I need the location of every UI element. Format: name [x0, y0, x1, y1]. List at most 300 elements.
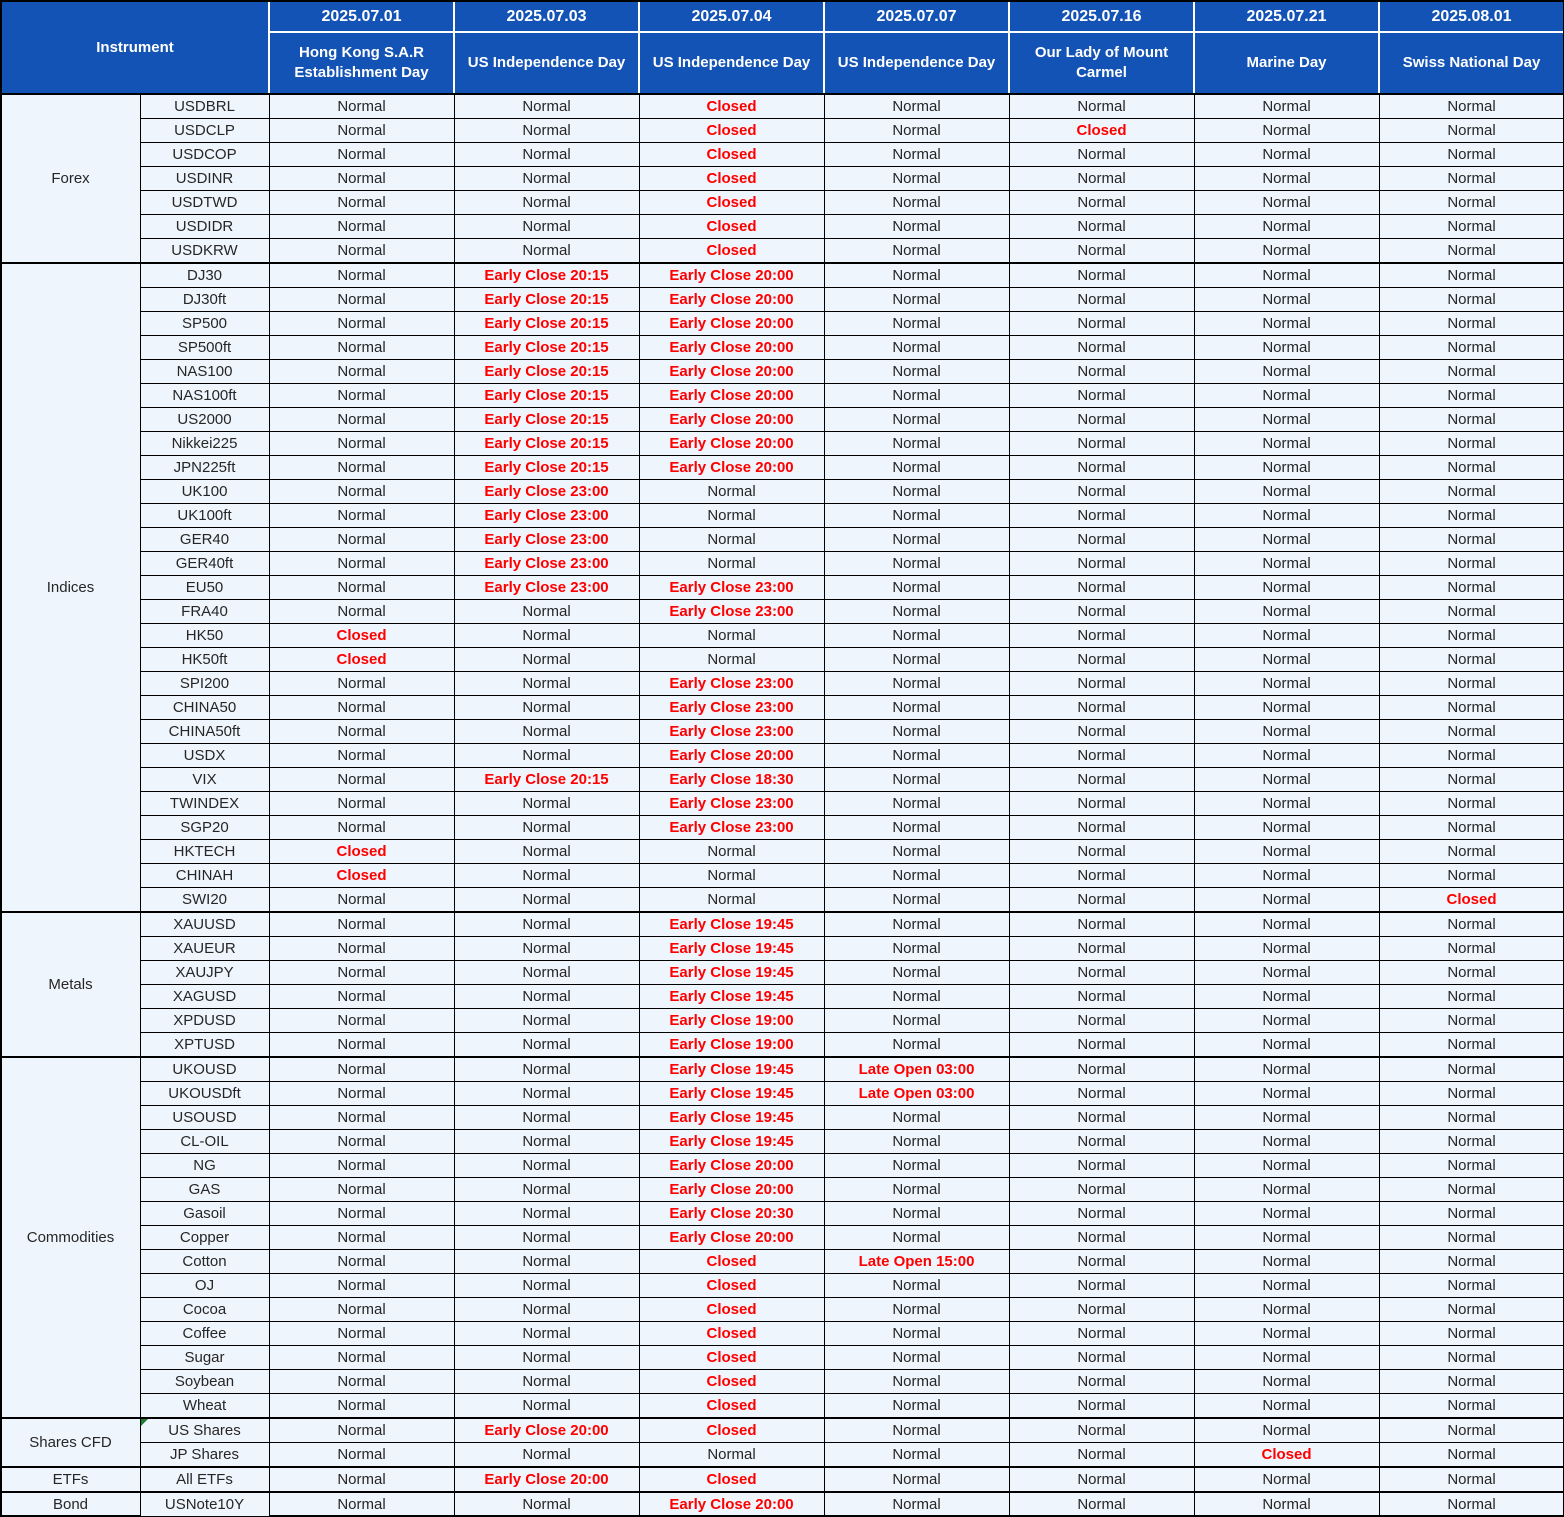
- status-cell: Normal: [1009, 1492, 1194, 1517]
- status-cell: Closed: [639, 1418, 824, 1443]
- instrument-cell: GAS: [140, 1178, 269, 1202]
- status-cell: Normal: [1009, 94, 1194, 119]
- status-cell: Normal: [1379, 961, 1564, 985]
- status-cell: Normal: [1009, 1370, 1194, 1394]
- table-row: [1, 792, 1564, 816]
- status-cell: Normal: [1194, 263, 1379, 288]
- status-cell: Normal: [269, 288, 454, 312]
- category-cell: Commodities: [1, 1057, 140, 1418]
- status-cell: Normal: [269, 504, 454, 528]
- status-cell: Early Close 19:45: [639, 912, 824, 937]
- instrument-cell: TWINDEX: [140, 792, 269, 816]
- status-cell: Closed: [639, 1346, 824, 1370]
- table-row: [1, 552, 1564, 576]
- status-cell: Normal: [269, 239, 454, 264]
- table-row: [1, 1202, 1564, 1226]
- status-cell: Normal: [1009, 552, 1194, 576]
- status-cell: Normal: [454, 1370, 639, 1394]
- status-cell: Normal: [1194, 768, 1379, 792]
- status-cell: Normal: [454, 191, 639, 215]
- status-cell: Normal: [1194, 432, 1379, 456]
- status-cell: Normal: [1009, 1178, 1194, 1202]
- table-row: [1, 648, 1564, 672]
- status-cell: Normal: [1379, 528, 1564, 552]
- status-cell: Normal: [1194, 792, 1379, 816]
- table-row: [1, 744, 1564, 768]
- status-cell: Normal: [454, 1250, 639, 1274]
- status-cell: Normal: [1194, 456, 1379, 480]
- status-cell: Normal: [454, 1154, 639, 1178]
- category-cell: Shares CFD: [1, 1418, 140, 1467]
- status-cell: Normal: [1009, 888, 1194, 913]
- status-cell: Closed: [639, 167, 824, 191]
- date-header-cell: 2025.07.03: [454, 1, 639, 32]
- status-cell: Normal: [1194, 888, 1379, 913]
- instrument-cell: Cotton: [140, 1250, 269, 1274]
- status-cell: Normal: [1009, 1082, 1194, 1106]
- table-row: [1, 600, 1564, 624]
- status-cell: Normal: [1379, 1250, 1564, 1274]
- status-cell: Normal: [824, 912, 1009, 937]
- table-row: [1, 239, 1564, 264]
- table-row: [1, 360, 1564, 384]
- status-cell: Normal: [1009, 1009, 1194, 1033]
- status-cell: Normal: [269, 1130, 454, 1154]
- status-cell: Normal: [639, 840, 824, 864]
- instrument-cell: GER40: [140, 528, 269, 552]
- status-cell: Normal: [1194, 191, 1379, 215]
- status-cell: Closed: [1379, 888, 1564, 913]
- status-cell: Normal: [269, 191, 454, 215]
- status-cell: Normal: [1009, 384, 1194, 408]
- status-cell: Normal: [269, 94, 454, 119]
- status-cell: Normal: [824, 672, 1009, 696]
- holiday-header-cell: Swiss National Day: [1379, 32, 1564, 94]
- table-row: [1, 432, 1564, 456]
- status-cell: Normal: [269, 1202, 454, 1226]
- status-cell: Normal: [269, 528, 454, 552]
- status-cell: Normal: [824, 1033, 1009, 1058]
- status-cell: Closed: [639, 1274, 824, 1298]
- status-cell: Normal: [824, 1154, 1009, 1178]
- status-cell: Normal: [1194, 167, 1379, 191]
- status-cell: Early Close 20:00: [454, 1418, 639, 1443]
- status-cell: Normal: [1194, 1154, 1379, 1178]
- status-cell: Normal: [1379, 624, 1564, 648]
- status-cell: Normal: [454, 840, 639, 864]
- status-cell: Normal: [269, 792, 454, 816]
- status-cell: Normal: [639, 552, 824, 576]
- status-cell: Normal: [824, 167, 1009, 191]
- status-cell: Normal: [1194, 720, 1379, 744]
- status-cell: Normal: [1379, 1467, 1564, 1492]
- status-cell: Normal: [1194, 1492, 1379, 1517]
- status-cell: Closed: [639, 215, 824, 239]
- status-cell: Normal: [269, 1298, 454, 1322]
- status-cell: Early Close 20:15: [454, 768, 639, 792]
- status-cell: Normal: [1194, 1106, 1379, 1130]
- status-cell: Normal: [1009, 1250, 1194, 1274]
- instrument-cell: NAS100ft: [140, 384, 269, 408]
- status-cell: Normal: [1379, 600, 1564, 624]
- holiday-header-cell: Our Lady of Mount Carmel: [1009, 32, 1194, 94]
- status-cell: Early Close 19:45: [639, 985, 824, 1009]
- status-cell: Normal: [1009, 937, 1194, 961]
- status-cell: Early Close 19:45: [639, 1106, 824, 1130]
- status-cell: Normal: [824, 1467, 1009, 1492]
- table-row: [1, 1370, 1564, 1394]
- status-cell: Normal: [1194, 1033, 1379, 1058]
- status-cell: Normal: [1379, 504, 1564, 528]
- status-cell: Early Close 19:45: [639, 1130, 824, 1154]
- status-cell: Early Close 20:00: [639, 336, 824, 360]
- category-cell: Forex: [1, 94, 140, 263]
- table-row: [1, 985, 1564, 1009]
- status-cell: Normal: [1379, 167, 1564, 191]
- instrument-cell: USDINR: [140, 167, 269, 191]
- status-cell: Normal: [454, 1033, 639, 1058]
- status-cell: Normal: [269, 408, 454, 432]
- status-cell: Normal: [1009, 648, 1194, 672]
- status-cell: Normal: [824, 504, 1009, 528]
- status-cell: Closed: [269, 864, 454, 888]
- status-cell: Normal: [639, 624, 824, 648]
- instrument-cell: Sugar: [140, 1346, 269, 1370]
- status-cell: Closed: [269, 624, 454, 648]
- table-row: [1, 408, 1564, 432]
- status-cell: Normal: [1009, 1130, 1194, 1154]
- status-cell: Normal: [1194, 816, 1379, 840]
- status-cell: Normal: [1009, 768, 1194, 792]
- status-cell: Normal: [1009, 1106, 1194, 1130]
- status-cell: Normal: [454, 864, 639, 888]
- status-cell: Normal: [824, 1202, 1009, 1226]
- table-row: [1, 1346, 1564, 1370]
- status-cell: Normal: [1379, 288, 1564, 312]
- table-row: [1, 720, 1564, 744]
- status-cell: Normal: [824, 1394, 1009, 1419]
- status-cell: Early Close 20:15: [454, 408, 639, 432]
- status-cell: Normal: [1009, 1226, 1194, 1250]
- status-cell: Normal: [639, 864, 824, 888]
- status-cell: Early Close 23:00: [454, 552, 639, 576]
- status-cell: Early Close 19:45: [639, 937, 824, 961]
- instrument-cell: SP500: [140, 312, 269, 336]
- status-cell: Closed: [639, 119, 824, 143]
- status-cell: Normal: [1009, 1057, 1194, 1082]
- status-cell: Normal: [1009, 961, 1194, 985]
- status-cell: Normal: [1009, 1346, 1194, 1370]
- table-row: [1, 1033, 1564, 1058]
- table-row: [1, 1274, 1564, 1298]
- status-cell: Early Close 20:15: [454, 456, 639, 480]
- status-cell: Normal: [1009, 672, 1194, 696]
- status-cell: Normal: [454, 94, 639, 119]
- status-cell: Normal: [824, 1370, 1009, 1394]
- status-cell: Normal: [824, 720, 1009, 744]
- status-cell: Normal: [824, 1298, 1009, 1322]
- instrument-cell: USDKRW: [140, 239, 269, 264]
- status-cell: Normal: [269, 1394, 454, 1419]
- status-cell: Normal: [1194, 143, 1379, 167]
- status-cell: Normal: [1379, 792, 1564, 816]
- table-row: [1, 119, 1564, 143]
- status-cell: Normal: [1379, 744, 1564, 768]
- status-cell: Normal: [1194, 1274, 1379, 1298]
- status-cell: Normal: [454, 1226, 639, 1250]
- status-cell: Early Close 20:00: [639, 744, 824, 768]
- status-cell: Normal: [824, 1106, 1009, 1130]
- status-cell: Normal: [269, 384, 454, 408]
- status-cell: Early Close 23:00: [639, 696, 824, 720]
- status-cell: Normal: [639, 480, 824, 504]
- status-cell: Early Close 20:00: [639, 1492, 824, 1517]
- status-cell: Normal: [454, 143, 639, 167]
- table-row: [1, 312, 1564, 336]
- status-cell: Normal: [824, 792, 1009, 816]
- category-cell: Metals: [1, 912, 140, 1057]
- status-cell: Closed: [1009, 119, 1194, 143]
- status-cell: Normal: [454, 648, 639, 672]
- status-cell: Normal: [454, 1492, 639, 1517]
- instrument-cell: USOUSD: [140, 1106, 269, 1130]
- table-row: [1, 456, 1564, 480]
- instrument-cell: JPN225ft: [140, 456, 269, 480]
- status-cell: Normal: [824, 1322, 1009, 1346]
- status-cell: Normal: [269, 912, 454, 937]
- status-cell: Normal: [1379, 456, 1564, 480]
- status-cell: Normal: [1009, 1274, 1194, 1298]
- instrument-cell: FRA40: [140, 600, 269, 624]
- status-cell: Early Close 20:00: [639, 1154, 824, 1178]
- status-cell: Normal: [639, 648, 824, 672]
- status-cell: Normal: [1009, 288, 1194, 312]
- category-cell: Bond: [1, 1492, 140, 1517]
- table-row: [1, 528, 1564, 552]
- table-row: [1, 504, 1564, 528]
- instrument-cell: US2000: [140, 408, 269, 432]
- status-cell: Normal: [269, 1274, 454, 1298]
- status-cell: Normal: [1009, 143, 1194, 167]
- status-cell: Normal: [824, 384, 1009, 408]
- status-cell: Normal: [454, 1322, 639, 1346]
- status-cell: Normal: [454, 1443, 639, 1468]
- instrument-cell: NAS100: [140, 360, 269, 384]
- status-cell: Normal: [1194, 288, 1379, 312]
- status-cell: Early Close 23:00: [639, 792, 824, 816]
- instrument-cell: USDBRL: [140, 94, 269, 119]
- status-cell: Normal: [269, 937, 454, 961]
- status-cell: Closed: [269, 840, 454, 864]
- status-cell: Normal: [824, 937, 1009, 961]
- status-cell: Normal: [1009, 408, 1194, 432]
- holiday-header-cell: US Independence Day: [454, 32, 639, 94]
- status-cell: Normal: [1194, 1250, 1379, 1274]
- status-cell: Normal: [824, 528, 1009, 552]
- status-cell: Normal: [1194, 1322, 1379, 1346]
- status-cell: Normal: [269, 456, 454, 480]
- status-cell: Normal: [639, 504, 824, 528]
- table-row: [1, 191, 1564, 215]
- status-cell: Normal: [1009, 985, 1194, 1009]
- status-cell: Early Close 20:15: [454, 288, 639, 312]
- status-cell: Early Close 20:00: [639, 432, 824, 456]
- status-cell: Normal: [454, 600, 639, 624]
- status-cell: Normal: [454, 937, 639, 961]
- status-cell: Normal: [1379, 408, 1564, 432]
- instrument-cell: Soybean: [140, 1370, 269, 1394]
- status-cell: Normal: [1009, 360, 1194, 384]
- status-cell: Normal: [1379, 480, 1564, 504]
- status-cell: Normal: [454, 1298, 639, 1322]
- table-body: [1, 94, 1564, 1517]
- table-row: [1, 480, 1564, 504]
- status-cell: Early Close 20:00: [639, 288, 824, 312]
- status-cell: Normal: [454, 792, 639, 816]
- instrument-cell: EU50: [140, 576, 269, 600]
- instrument-cell: UK100ft: [140, 504, 269, 528]
- table-row: [1, 288, 1564, 312]
- status-cell: Normal: [824, 312, 1009, 336]
- table-row: [1, 1178, 1564, 1202]
- status-cell: Normal: [269, 432, 454, 456]
- status-cell: Normal: [1379, 384, 1564, 408]
- table-row: [1, 624, 1564, 648]
- table-header: [1, 1, 1564, 94]
- holiday-header-cell: US Independence Day: [824, 32, 1009, 94]
- table-row: [1, 1443, 1564, 1468]
- status-cell: Normal: [824, 263, 1009, 288]
- status-cell: Early Close 19:00: [639, 1009, 824, 1033]
- status-cell: Normal: [1009, 480, 1194, 504]
- status-cell: Early Close 23:00: [639, 672, 824, 696]
- status-cell: Normal: [1194, 119, 1379, 143]
- table-row: [1, 167, 1564, 191]
- status-cell: Normal: [269, 744, 454, 768]
- instrument-cell: VIX: [140, 768, 269, 792]
- status-cell: Early Close 23:00: [639, 816, 824, 840]
- status-cell: Normal: [269, 1009, 454, 1033]
- table-row: [1, 1467, 1564, 1492]
- status-cell: Normal: [454, 1082, 639, 1106]
- status-cell: Normal: [1379, 143, 1564, 167]
- instrument-cell: CHINA50: [140, 696, 269, 720]
- status-cell: Closed: [639, 1467, 824, 1492]
- status-cell: Normal: [1194, 912, 1379, 937]
- status-cell: Normal: [1194, 1202, 1379, 1226]
- status-cell: Normal: [454, 816, 639, 840]
- status-cell: Normal: [1379, 648, 1564, 672]
- status-cell: Normal: [269, 1443, 454, 1468]
- status-cell: Normal: [1009, 1033, 1194, 1058]
- status-cell: Normal: [1379, 432, 1564, 456]
- status-cell: Normal: [269, 552, 454, 576]
- status-cell: Normal: [824, 143, 1009, 167]
- status-cell: Normal: [824, 1274, 1009, 1298]
- status-cell: Normal: [824, 480, 1009, 504]
- status-cell: Normal: [454, 119, 639, 143]
- status-cell: Early Close 19:00: [639, 1033, 824, 1058]
- status-cell: Early Close 20:00: [639, 263, 824, 288]
- status-cell: Normal: [1194, 239, 1379, 264]
- status-cell: Normal: [269, 1250, 454, 1274]
- instrument-cell: XAUEUR: [140, 937, 269, 961]
- status-cell: Normal: [1009, 1467, 1194, 1492]
- instrument-cell: HKTECH: [140, 840, 269, 864]
- status-cell: Normal: [1194, 528, 1379, 552]
- status-cell: Normal: [824, 336, 1009, 360]
- status-cell: Normal: [1379, 1082, 1564, 1106]
- instrument-cell: GER40ft: [140, 552, 269, 576]
- status-cell: Normal: [1379, 1418, 1564, 1443]
- status-cell: Normal: [1379, 672, 1564, 696]
- status-cell: Normal: [1194, 937, 1379, 961]
- table-row: [1, 768, 1564, 792]
- table-row: [1, 215, 1564, 239]
- status-cell: Normal: [824, 1226, 1009, 1250]
- status-cell: Normal: [454, 696, 639, 720]
- status-cell: Normal: [269, 1082, 454, 1106]
- status-cell: Early Close 20:00: [639, 384, 824, 408]
- holiday-header-cell: Hong Kong S.A.R Establishment Day: [269, 32, 454, 94]
- status-cell: Normal: [1009, 456, 1194, 480]
- status-cell: Normal: [1379, 912, 1564, 937]
- status-cell: Normal: [1009, 840, 1194, 864]
- status-cell: Normal: [1009, 720, 1194, 744]
- status-cell: Normal: [1379, 94, 1564, 119]
- status-cell: Early Close 20:15: [454, 312, 639, 336]
- status-cell: Normal: [1009, 624, 1194, 648]
- status-cell: Normal: [1194, 1394, 1379, 1419]
- status-cell: Normal: [1194, 1082, 1379, 1106]
- status-cell: Normal: [1379, 985, 1564, 1009]
- instrument-cell: DJ30: [140, 263, 269, 288]
- status-cell: Normal: [1379, 696, 1564, 720]
- status-cell: Normal: [1379, 1492, 1564, 1517]
- status-cell: Normal: [1379, 1057, 1564, 1082]
- status-cell: Normal: [1194, 840, 1379, 864]
- table-row: [1, 384, 1564, 408]
- status-cell: Normal: [269, 119, 454, 143]
- status-cell: Early Close 20:30: [639, 1202, 824, 1226]
- status-cell: Normal: [269, 167, 454, 191]
- status-cell: Normal: [1379, 1154, 1564, 1178]
- status-cell: Normal: [454, 1130, 639, 1154]
- status-cell: Closed: [639, 143, 824, 167]
- status-cell: Normal: [1194, 624, 1379, 648]
- instrument-cell: XAGUSD: [140, 985, 269, 1009]
- status-cell: Early Close 20:00: [639, 1226, 824, 1250]
- table-row: [1, 1492, 1564, 1517]
- table-row: [1, 696, 1564, 720]
- status-cell: Normal: [454, 1106, 639, 1130]
- category-cell: Indices: [1, 263, 140, 912]
- table-row: [1, 143, 1564, 167]
- status-cell: Early Close 23:00: [639, 600, 824, 624]
- category-cell: ETFs: [1, 1467, 140, 1492]
- status-cell: Normal: [824, 840, 1009, 864]
- status-cell: Normal: [824, 288, 1009, 312]
- status-cell: Normal: [639, 528, 824, 552]
- status-cell: Normal: [1194, 696, 1379, 720]
- status-cell: Closed: [639, 239, 824, 264]
- status-cell: Normal: [1009, 912, 1194, 937]
- status-cell: Normal: [1379, 816, 1564, 840]
- status-cell: Normal: [269, 336, 454, 360]
- instrument-cell: XPTUSD: [140, 1033, 269, 1058]
- status-cell: Normal: [1009, 1154, 1194, 1178]
- status-cell: Normal: [1194, 1130, 1379, 1154]
